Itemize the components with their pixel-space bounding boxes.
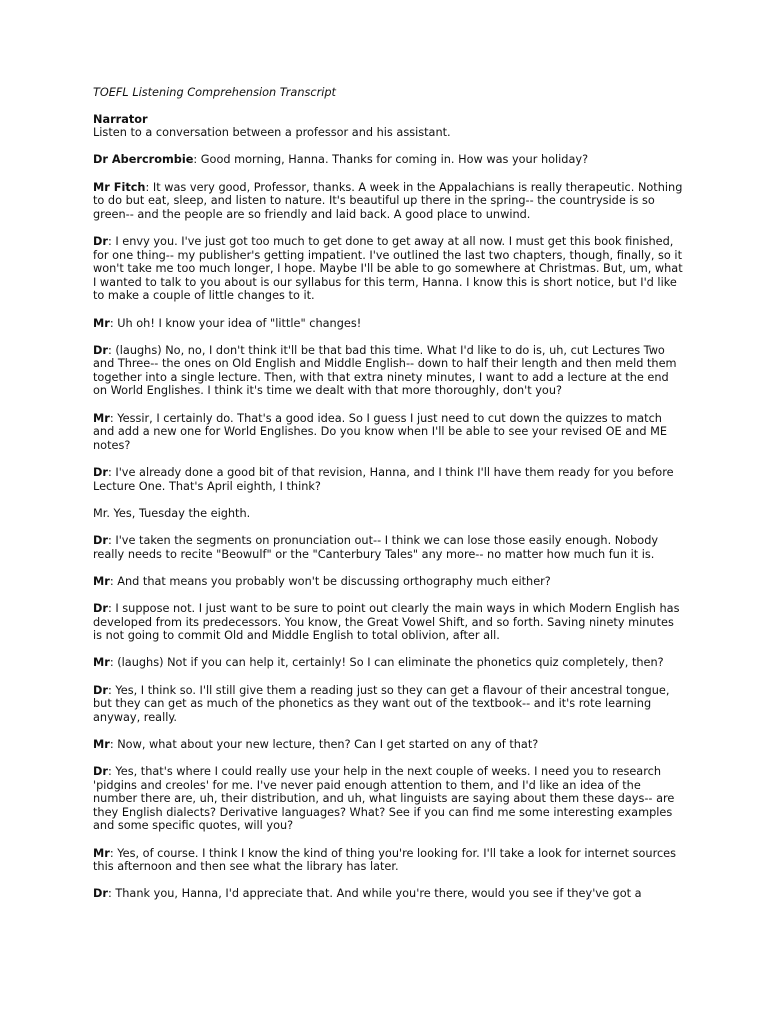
- transcript-page: [93, 86, 683, 915]
- utterance-text: Now, what about your new lecture, then? Can I get started on any of that?: [117, 737, 539, 751]
- speaker-separator: :: [107, 466, 116, 480]
- speaker-separator: :: [109, 737, 118, 751]
- narrator-speaker: Narrator: [93, 112, 148, 126]
- speaker-name: Mr: [93, 737, 110, 751]
- dialogue-turn: [93, 847, 683, 874]
- speaker-separator: :: [193, 153, 201, 167]
- utterance-text: Thank you, Hanna, I'd appreciate that. And while you're there, would you see if they've got a: [115, 887, 642, 901]
- dialogue-turn: [93, 317, 683, 331]
- speaker-separator: :: [109, 316, 118, 330]
- dialogue: [93, 153, 683, 901]
- speaker-name: Mr: [93, 846, 110, 860]
- speaker-separator: :: [109, 846, 118, 860]
- speaker-name: Dr: [93, 765, 108, 779]
- dialogue-turn: [93, 412, 683, 453]
- utterance-text: And that means you probably won't be discussing orthography much either?: [117, 574, 551, 588]
- speaker-separator: :: [109, 656, 118, 670]
- speaker-separator: :: [109, 574, 118, 588]
- dialogue-turn: [93, 602, 683, 643]
- dialogue-turn: [93, 466, 683, 493]
- utterance-text: I've already done a good bit of that revision, Hanna, and I think I'll have them ready for you before Lecture One. That's April eighth, I think?: [93, 466, 674, 493]
- document-title: TOEFL Listening Comprehension Transcript: [93, 86, 336, 99]
- utterance-text: Mr. Yes, Tuesday the eighth.: [93, 506, 251, 520]
- utterance-text: Yes, I think so. I'll still give them a reading just so they can get a flavour of their ancestral tongue, but they can get as much of the phonetics as they want out of the textbook-- and it's rote learning anyway, really.: [93, 683, 670, 724]
- speaker-name: Dr: [93, 683, 108, 697]
- dialogue-turn: [93, 507, 683, 521]
- speaker-separator: :: [107, 234, 116, 248]
- speaker-name: Dr: [93, 466, 108, 480]
- utterance-text: Uh oh! I know your idea of "little" changes!: [117, 316, 362, 330]
- utterance-text: Yes, that's where I could really use your help in the next couple of weeks. I need you to research 'pidgins and creoles' for me. I've never paid enough attention to them, and I'd like an idea of the number there are, uh, their distribution, and uh, what linguists are saying about them these days-- are they English dialects? Derivative languages? What? See if you can find me some interesting examples and some specific quotes, will you?: [93, 765, 675, 833]
- dialogue-turn: [93, 765, 683, 833]
- speaker-separator: :: [107, 887, 116, 901]
- speaker-name: Dr: [93, 343, 108, 357]
- speaker-separator: :: [107, 534, 116, 547]
- speaker-separator: :: [107, 601, 116, 615]
- dialogue-turn: [93, 887, 683, 901]
- speaker-separator: :: [109, 411, 118, 425]
- dialogue-turn: [93, 656, 683, 670]
- speaker-name: Dr Abercrombie: [93, 153, 194, 167]
- utterance-text: Yes, of course. I think I know the kind of thing you're looking for. I'll take a look for internet sources this afternoon and then see what the library has later.: [93, 846, 677, 874]
- dialogue-turn: [93, 235, 683, 303]
- dialogue-turn: [93, 153, 683, 167]
- dialogue-turn: [93, 534, 683, 561]
- narrator-block: [93, 113, 683, 140]
- utterance-text: It was very good, Professor, thanks. A week in the Appalachians is really therapeutic. Nothing to do but eat, sleep, and listen to nature. It's beautiful up there in the spring-- the countryside is so green-- and the people are so friendly and laid back. A good place to unwind.: [93, 180, 683, 221]
- utterance-text: Good morning, Hanna. Thanks for coming in. How was your holiday?: [200, 153, 589, 167]
- narrator-text: Listen to a conversation between a professor and his assistant.: [93, 126, 451, 140]
- utterance-text: (laughs) Not if you can help it, certainly! So I can eliminate the phonetics quiz completely, then?: [117, 656, 664, 670]
- utterance-text: (laughs) No, no, I don't think it'll be that bad this time. What I'd like to do is, uh, cut Lectures Two and Three-- the ones on Old English and Middle English-- down to half their length and then meld them together into a single lecture. Then, with that extra ninety minutes, I want to add a lecture at the end on World Englishes. I think it's time we dealt with that more thoroughly, don't you?: [93, 343, 677, 398]
- speaker-separator: :: [107, 343, 116, 357]
- dialogue-turn: [93, 344, 683, 398]
- speaker-name: Mr Fitch: [93, 180, 146, 194]
- speaker-name: Mr: [93, 656, 110, 670]
- utterance-text: I suppose not. I just want to be sure to point out clearly the main ways in which Modern English has developed from its predecessors. You know, the Great Vowel Shift, and so forth. Saving ninety minutes is not going to commit Old and Middle English to total oblivion, after all.: [93, 601, 680, 643]
- dialogue-turn: [93, 684, 683, 725]
- dialogue-turn: [93, 181, 683, 222]
- speaker-separator: :: [107, 765, 116, 779]
- utterance-text: Yessir, I certainly do. That's a good idea. So I guess I just need to cut down the quizzes to match and add a new one for World Englishes. Do you know when I'll be able to see your revised OE and ME notes?: [93, 411, 667, 452]
- dialogue-turn: [93, 575, 683, 589]
- speaker-name: Mr: [93, 574, 110, 588]
- utterance-text: I envy you. I've just got too much to get done to get away at all now. I must get this book finished, for one thing-- my publisher's getting impatient. I've outlined the last two chapters, though, finally, so it won't take me too much longer, I hope. Maybe I'll be able to go somewhere at Christmas. But, um, what I wanted to talk to you about is our syllabus for this term, Hanna. I know this is short notice, but I'd like to make a couple of little changes to it.: [93, 234, 683, 303]
- dialogue-turn: [93, 738, 683, 752]
- speaker-separator: :: [107, 683, 116, 697]
- speaker-separator: :: [145, 180, 153, 194]
- speaker-name: Dr: [93, 887, 108, 901]
- speaker-name: Dr: [93, 234, 108, 248]
- speaker-name: Mr: [93, 316, 110, 330]
- speaker-name: Mr: [93, 411, 110, 425]
- utterance-text: I've taken the segments on pronunciation out-- I think we can lose those easily enough. Nobody really needs to recite "Beowulf" or the "Canterbury Tales" any more-- no matter how much fun it is.: [93, 534, 659, 561]
- speaker-name: Dr: [93, 534, 108, 547]
- speaker-name: Dr: [93, 601, 108, 615]
